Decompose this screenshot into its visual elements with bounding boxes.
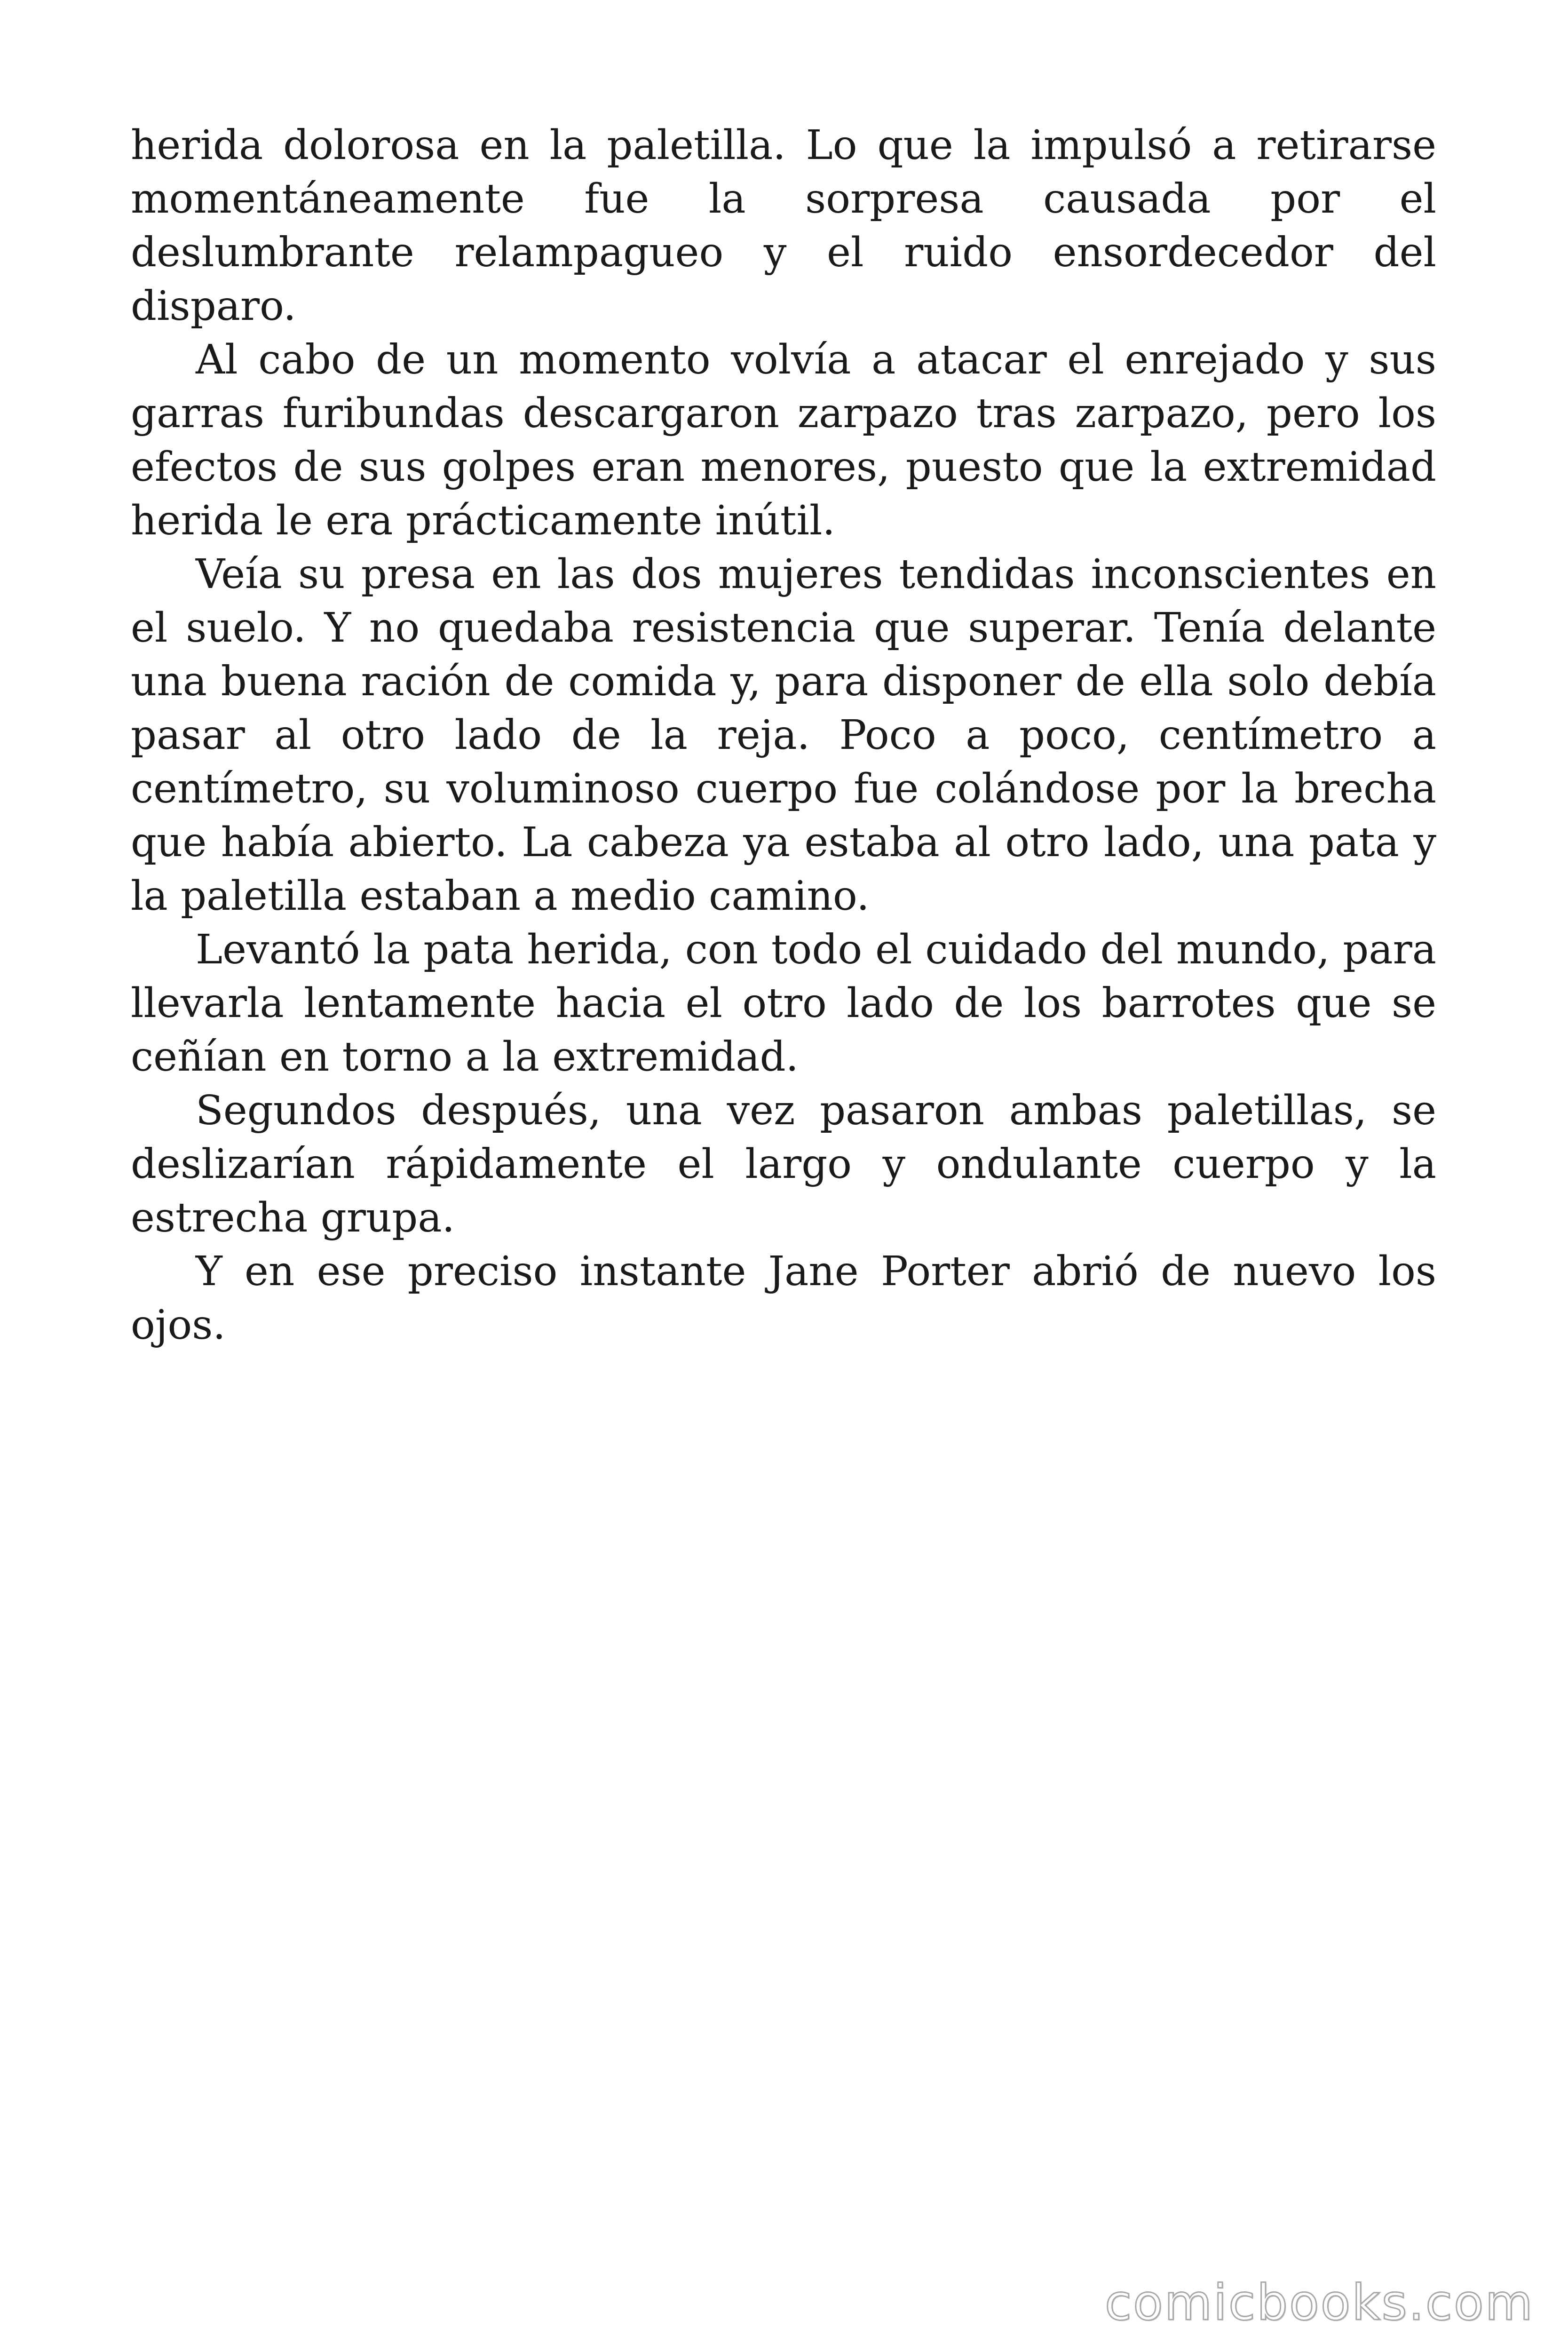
- paragraph-continuation: herida dolorosa en la paletilla. Lo que la impulsó a retirarse momentáneamente fue la sorpresa causada por el deslumbrante relampagueo y el ruido ensordecedor del disparo.: [131, 122, 1436, 330]
- paragraph-paw: Levantó la pata herida, con todo el cuidado del mundo, para llevarla lentamente hacia el otro lado de los barrotes que se ceñían en torno a la extremidad.: [131, 926, 1436, 1081]
- watermark-text: comicbooks.com: [1104, 2274, 1534, 2331]
- paragraph-jane-porter: Y en ese preciso instante Jane Porter abrió de nuevo los ojos.: [131, 1248, 1436, 1349]
- body-text: [131, 119, 1436, 1352]
- paragraph-shoulders: Segundos después, una vez pasaron ambas paletillas, se deslizarían rápidamente el largo y ondulante cuerpo y la estrecha grupa.: [131, 1087, 1436, 1241]
- paragraph-attack: Al cabo de un momento volvía a atacar el enrejado y sus garras furibundas descargaron zarpazo tras zarpazo, pero los efectos de sus golpes eran menores, puesto que la extremidad herida le era prácticamente inútil.: [131, 336, 1436, 544]
- paragraph-prey: Veía su presa en las dos mujeres tendidas inconscientes en el suelo. Y no quedaba resistencia que superar. Tenía delante una buena ración de comida y, para disponer de ella solo debía pasar al otro lado de la reja. Poco a poco, centímetro a centímetro, su voluminoso cuerpo fue colándose por la brecha que había abierto. La cabeza ya estaba al otro lado, una pata y la paletilla estaban a medio camino.: [131, 551, 1436, 920]
